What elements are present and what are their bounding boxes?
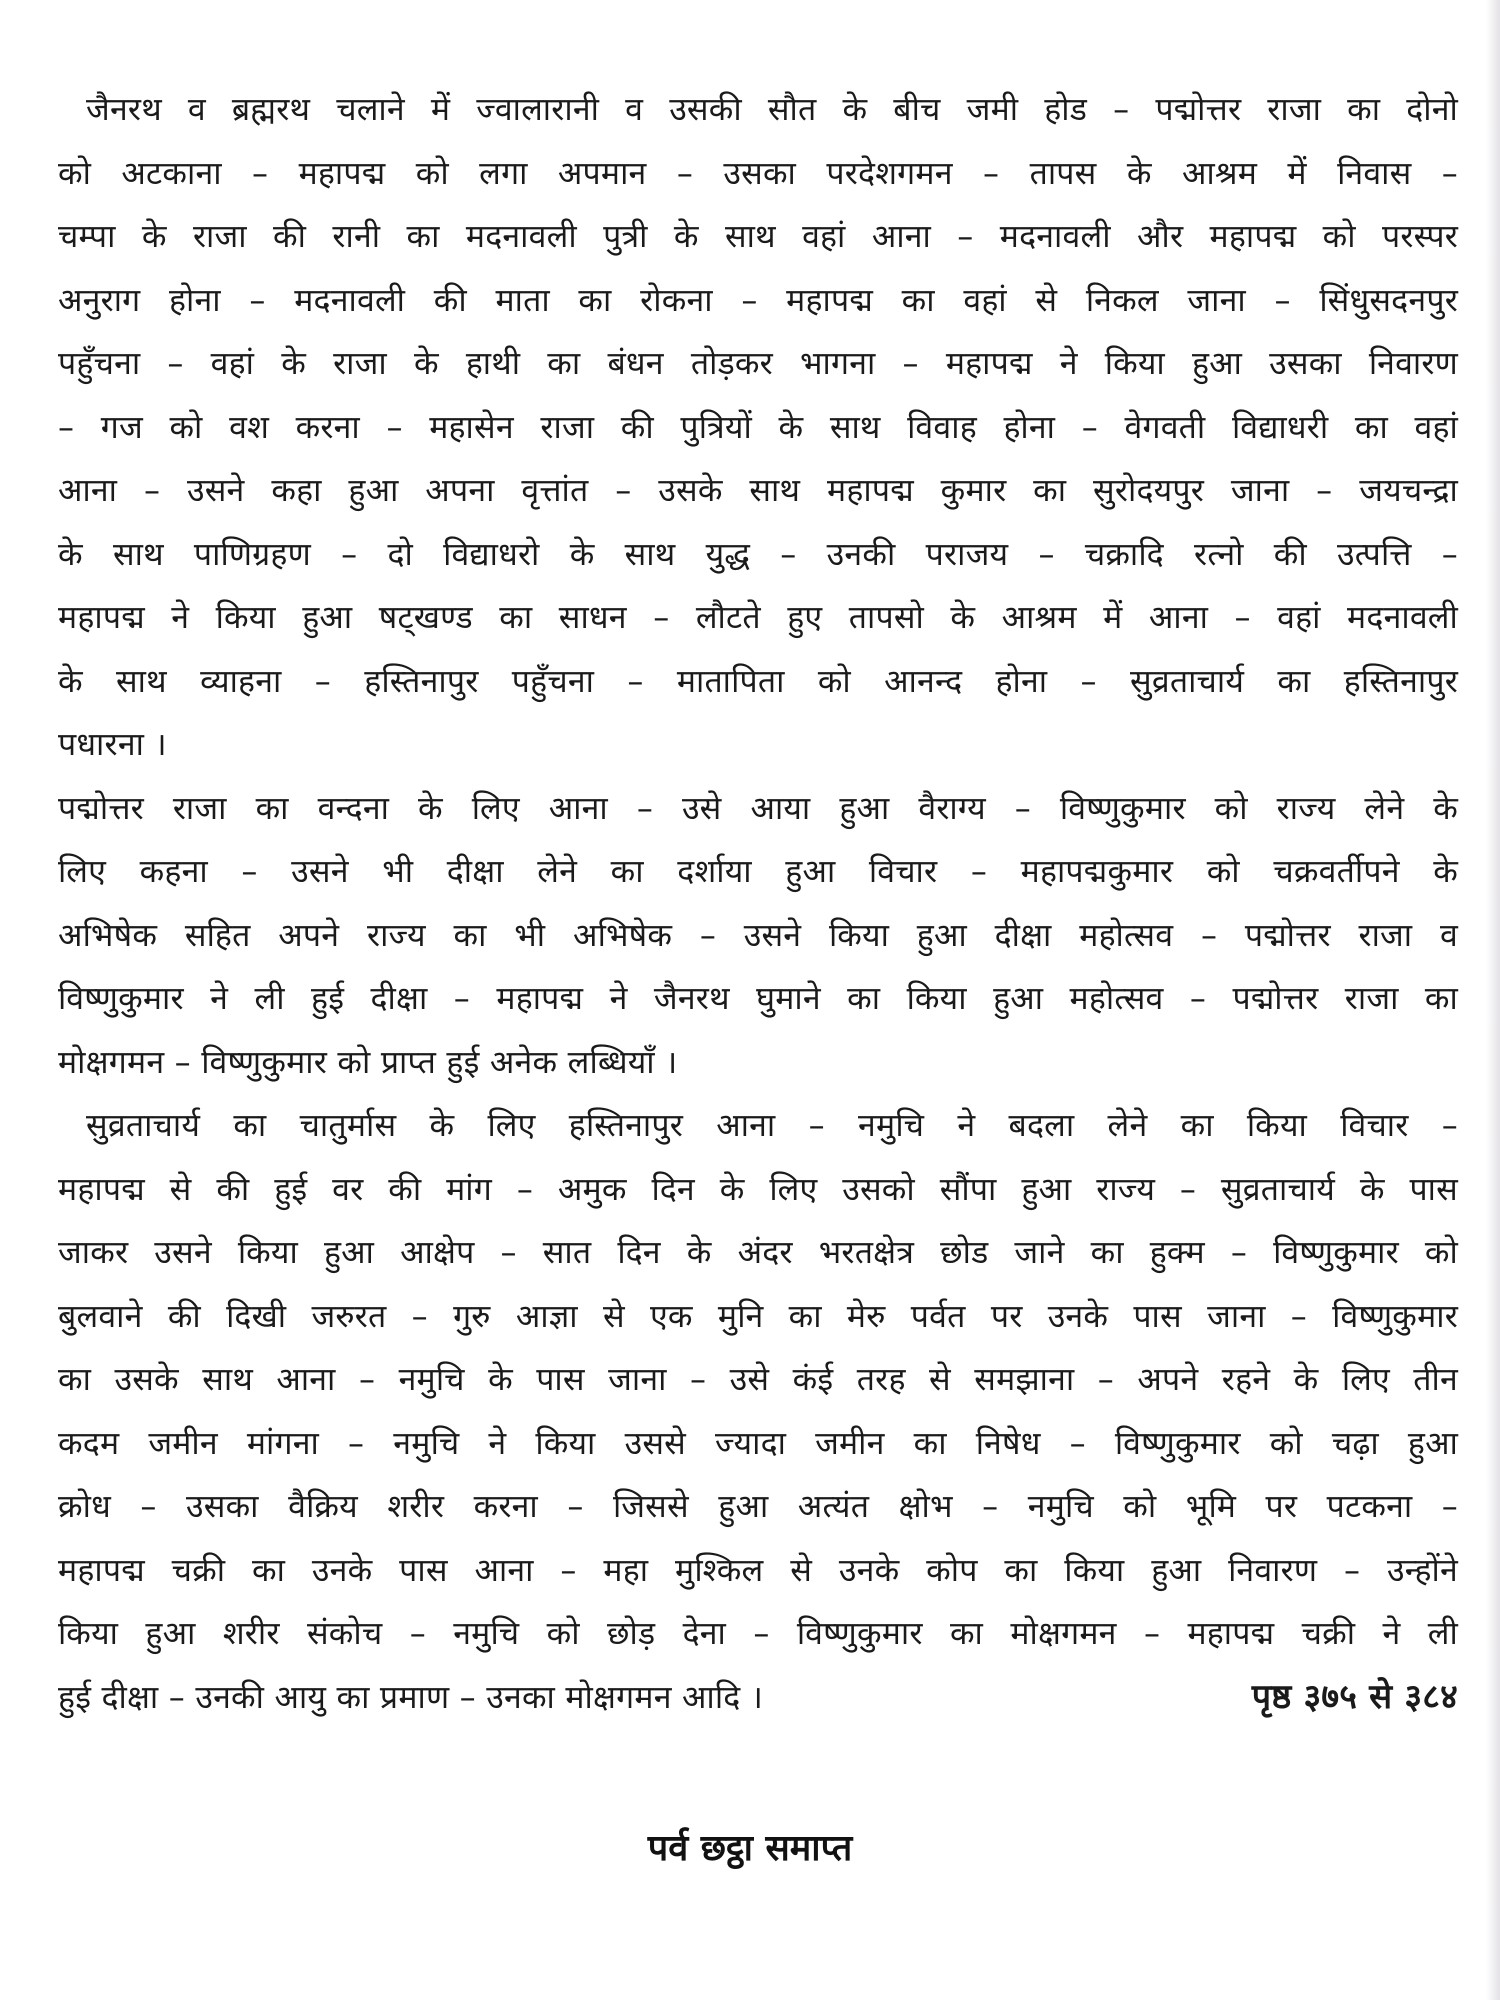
text-line: सुव्रताचार्य का चातुर्मास के लिए हस्तिनापुर आना – नमुचि ने बदला लेने का किया विचार – xyxy=(86,1106,1458,1144)
text-line: जाकर उसने किया हुआ आक्षेप – सात दिन के अंदर भरतक्षेत्र छोड जाने का हुक्म – विष्णुकुमार को xyxy=(58,1233,1458,1271)
paragraph-1 xyxy=(58,78,1458,777)
text-line: विष्णुकुमार ने ली हुई दीक्षा – महापद्म ने जैनरथ घुमाने का किया हुआ महोत्सव – पद्मोत्तर राजा का xyxy=(58,979,1458,1017)
text-line: बुलवाने की दिखी जरुरत – गुरु आज्ञा से एक मुनि का मेरु पर्वत पर उनके पास जाना – विष्णुकुमार xyxy=(58,1296,1458,1335)
text-line: किया हुआ शरीर संकोच – नमुचि को छोड़ देना – विष्णुकुमार का मोक्षगमन – महापद्म चक्री ने ली xyxy=(58,1614,1458,1652)
text-line: पद्मोत्तर राजा का वन्दना के लिए आना – उसे आया हुआ वैराग्य – विष्णुकुमार को राज्य लेने के xyxy=(58,788,1458,827)
text-line: के साथ व्याहना – हस्तिनापुर पहुँचना – मातापिता को आनन्द होना – सुव्रताचार्य का हस्तिनापुर xyxy=(58,661,1458,700)
text-line: क्रोध – उसका वैक्रिय शरीर करना – जिससे हुआ अत्यंत क्षोभ – नमुचि को भूमि पर पटकना – xyxy=(58,1487,1458,1525)
page-edge-shadow xyxy=(1486,0,1500,2000)
page-reference: पृष्ठ ३७५ से ३८४ xyxy=(1251,1676,1458,1717)
text-line: – गज को वश करना – महासेन राजा की पुत्रियों के साथ विवाह होना – वेगवती विद्याधरी का वहां xyxy=(58,407,1458,446)
text-line: पहुँचना – वहां के राजा के हाथी का बंधन तोड़कर भागना – महापद्म ने किया हुआ उसका निवारण xyxy=(58,344,1458,382)
synopsis-text xyxy=(58,78,1458,1729)
text-line: लिए कहना – उसने भी दीक्षा लेने का दर्शाया हुआ विचार – महापद्मकुमार को चक्रवर्तीपने के xyxy=(58,852,1458,890)
text-line: अभिषेक सहित अपने राज्य का भी अभिषेक – उसने किया हुआ दीक्षा महोत्सव – पद्मोत्तर राजा व xyxy=(58,915,1458,954)
text-line: महापद्म चक्री का उनके पास आना – महा मुश्किल से उनके कोप का किया हुआ निवारण – उन्होंने xyxy=(58,1550,1458,1589)
text-line: मोक्षगमन – विष्णुकुमार को प्राप्त हुई अनेक लब्धियाँ । xyxy=(58,1042,678,1081)
text-line: चम्पा के राजा की रानी का मदनावली पुत्री के साथ वहां आना – मदनावली और महापद्म को परस्पर xyxy=(58,217,1458,255)
text-line: पधारना । xyxy=(58,725,167,763)
text-line: का उसके साथ आना – नमुचि के पास जाना – उसे कंई तरह से समझाना – अपने रहने के लिए तीन xyxy=(58,1360,1458,1398)
text-line: महापद्म से की हुई वर की मांग – अमुक दिन के लिए उसको सौंपा हुआ राज्य – सुव्रताचार्य के पास xyxy=(58,1169,1458,1208)
text-line: के साथ पाणिग्रहण – दो विद्याधरो के साथ युद्ध – उनकी पराजय – चक्रादि रत्नो की उत्पत्ति – xyxy=(58,534,1458,573)
text-line: आना – उसने कहा हुआ अपना वृत्तांत – उसके साथ महापद्म कुमार का सुरोदयपुर जाना – जयचन्द्रा xyxy=(58,471,1458,509)
final-line xyxy=(58,1666,1458,1730)
text-line: हुई दीक्षा – उनकी आयु का प्रमाण – उनका मोक्षगमन आदि । xyxy=(58,1677,764,1716)
text-line: महापद्म ने किया हुआ षट्खण्ड का साधन – लौटते हुए तापसो के आश्रम में आना – वहां मदनावली xyxy=(58,598,1458,636)
text-line: को अटकाना – महापद्म को लगा अपमान – उसका परदेशगमन – तापस के आश्रम में निवास – xyxy=(58,153,1458,192)
paragraph-3 xyxy=(58,1094,1458,1729)
text-line: कदम जमीन मांगना – नमुचि ने किया उससे ज्यादा जमीन का निषेध – विष्णुकुमार को चढ़ा हुआ xyxy=(58,1423,1458,1462)
text-line: जैनरथ व ब्रह्मरथ चलाने में ज्वालारानी व उसकी सौत के बीच जमी होड – पद्मोत्तर राजा का दोनो xyxy=(86,90,1458,128)
section-end-title: पर्व छट्ठा समाप्त xyxy=(647,1828,853,1869)
text-line: अनुराग होना – मदनावली की माता का रोकना – महापद्म का वहां से निकल जाना – सिंधुसदनपुर xyxy=(58,280,1458,319)
paragraph-2 xyxy=(58,777,1458,1095)
